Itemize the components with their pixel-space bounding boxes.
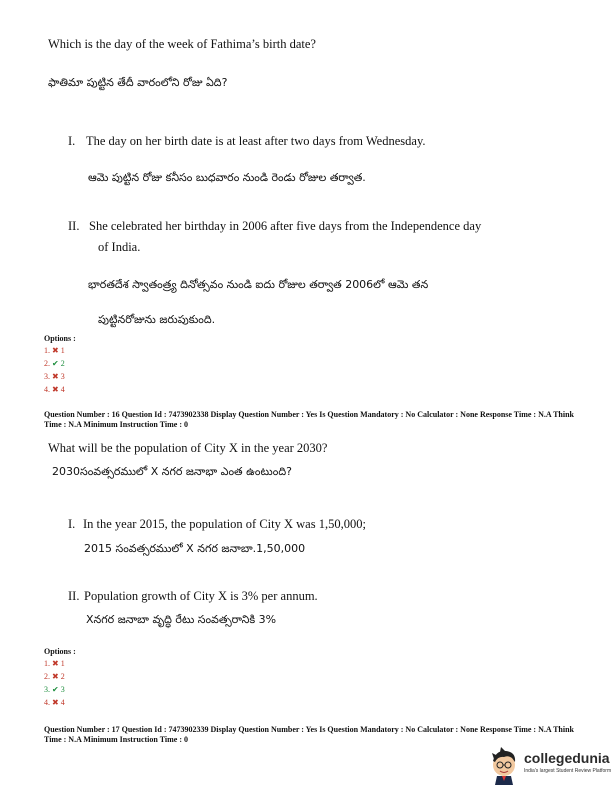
option-label: 2	[60, 359, 65, 368]
cross-icon: ✖	[52, 385, 59, 394]
option-label: 2	[60, 672, 65, 681]
q15-option-1	[44, 346, 65, 355]
q16-option-3	[44, 685, 65, 694]
q16-statement2-te: Xనగర జనాబా వృద్ధి రేటు సంవత్సరానికి 3%	[86, 613, 277, 626]
checkmark-icon: ✔	[52, 359, 59, 368]
q16-options-label: Options :	[44, 647, 76, 656]
q16-statement2-num: II.	[68, 589, 80, 603]
option-label: 4	[60, 385, 65, 394]
q16-option-4	[44, 698, 65, 707]
option-label: 3	[60, 372, 65, 381]
option-label: 4	[60, 698, 65, 707]
q15-text-en: Which is the day of the week of Fathima’s birth date?	[48, 37, 316, 51]
q16-option-2	[44, 672, 65, 681]
cross-icon: ✖	[52, 672, 59, 681]
cross-icon: ✖	[52, 698, 59, 707]
cross-icon: ✖	[52, 659, 59, 668]
q15-text-te: ఫాతిమా పుట్టిన తేదీ వారంలోని రోజు ఏది?	[48, 76, 228, 89]
q15-option-3	[44, 372, 65, 381]
q15-statement2-num: II.	[68, 219, 80, 233]
q16-text-te: 2030సంవత్సరములో X నగర జనాభా ఎంత ఉంటుంది?	[52, 465, 292, 478]
checkmark-icon: ✔	[52, 685, 59, 694]
option-label: 1	[60, 659, 65, 668]
q15-option-4	[44, 385, 65, 394]
q16-text-en: What will be the population of City X in the year 2030?	[48, 441, 328, 455]
cross-icon: ✖	[52, 372, 59, 381]
option-number: 3.	[44, 372, 50, 381]
cross-icon: ✖	[52, 346, 59, 355]
q15-statement2-te-line1: భారతదేశ స్వాతంత్ర్య దినోత్సవం నుండి ఐదు రోజుల తర్వాత 2006లో ఆమె తన	[88, 278, 429, 291]
option-number: 1.	[44, 346, 50, 355]
option-number: 2.	[44, 672, 50, 681]
q17-metadata: Question Number : 17 Question Id : 7473902339 Display Question Number : Yes Is Question Mandatory : No Calculator : None Response Time : N.A Think Time : N.A Minimum Instruction Time : 0	[44, 725, 574, 744]
q15-option-2	[44, 359, 65, 368]
brand-tagline: India's largest Student Review Platform	[524, 768, 612, 774]
q15-statement2-te-line2: పుట్టినరోజును జరుపుకుంది.	[98, 313, 216, 326]
q16-statement1-en: In the year 2015, the population of City X was 1,50,000;	[83, 517, 366, 531]
q16-statement1-num: I.	[68, 517, 76, 531]
option-number: 4.	[44, 385, 50, 394]
option-number: 2.	[44, 359, 50, 368]
option-number: 3.	[44, 685, 50, 694]
q16-statement2-en: Population growth of City X is 3% per annum.	[84, 589, 318, 603]
q15-statement1-en: The day on her birth date is at least after two days from Wednesday.	[86, 134, 426, 148]
q16-statement1-te: 2015 సంవత్సరములో X నగర జనాబా.1,50,000	[84, 542, 306, 555]
q16-option-1	[44, 659, 65, 668]
q16-metadata: Question Number : 16 Question Id : 7473902338 Display Question Number : Yes Is Question Mandatory : No Calculator : None Response Time : N.A Think Time : N.A Minimum Instruction Time : 0	[44, 410, 574, 429]
option-number: 4.	[44, 698, 50, 707]
q15-statement1-num: I.	[68, 134, 76, 148]
brand-name: collegedunia	[524, 750, 610, 766]
q15-statement1-te: ఆమె పుట్టిన రోజు కనీసం బుధవారం నుండి రెండు రోజుల తర్వాత.	[88, 171, 366, 184]
q15-options-label: Options :	[44, 334, 76, 343]
q15-statement2-en-line1: She celebrated her birthday in 2006 after five days from the Independence day	[89, 219, 482, 233]
option-number: 1.	[44, 659, 50, 668]
option-label: 1	[60, 346, 65, 355]
q15-statement2-en-line2: of India.	[98, 240, 141, 254]
option-label: 3	[60, 685, 65, 694]
